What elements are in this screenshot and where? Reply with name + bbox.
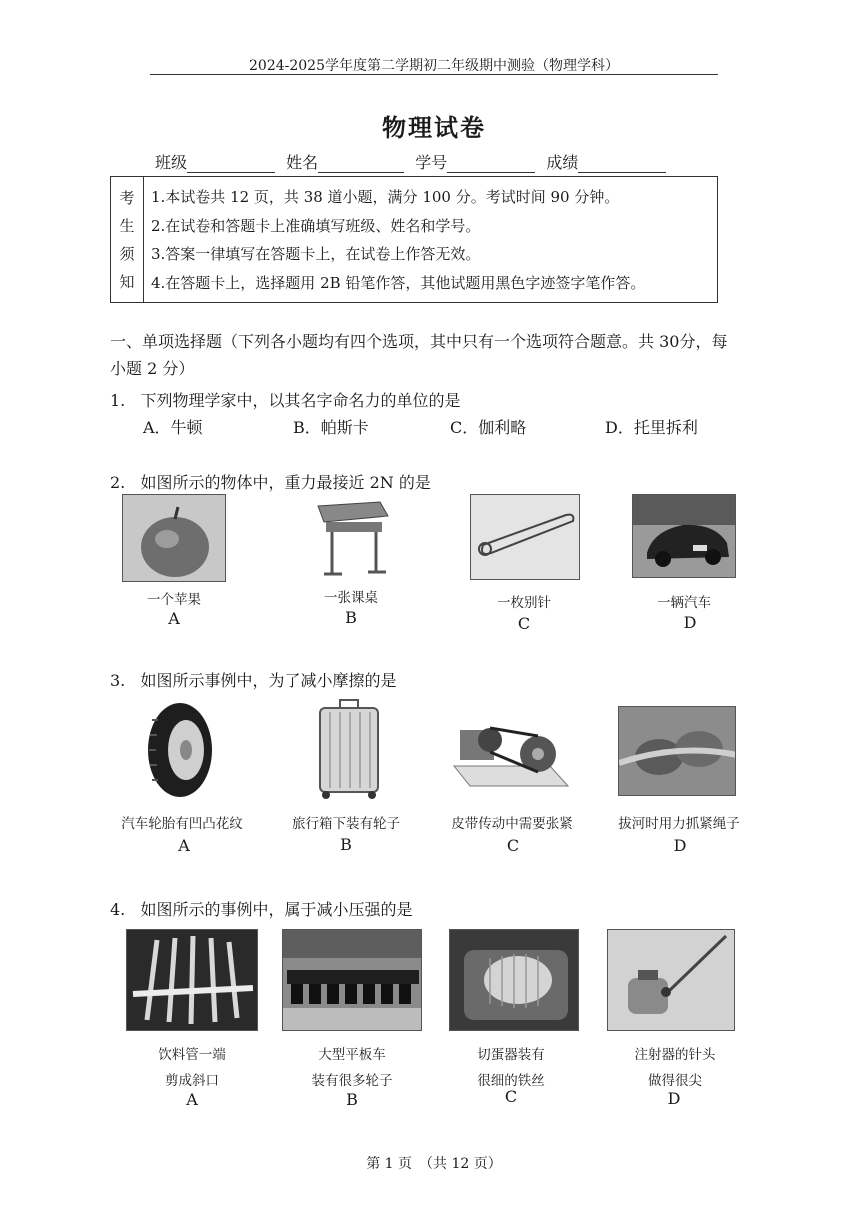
- q2-caption-b: 一张课桌: [324, 590, 378, 606]
- q2-caption-c: 一枚别针: [497, 595, 551, 611]
- desk-icon: [306, 494, 392, 582]
- q2-caption-d: 一辆汽车: [657, 595, 711, 611]
- straws-icon: [127, 930, 258, 1031]
- q2-letter-b[interactable]: B: [345, 608, 357, 627]
- belt-drive-icon: [450, 706, 570, 796]
- notice-label: 考 生 须 知: [111, 177, 144, 302]
- question-1: 1. 下列物理学家中，以其名字命名力的单位的是: [110, 391, 461, 410]
- page-footer: 第 1 页 （共 12 页）: [366, 1156, 502, 1172]
- q3-letter-c[interactable]: C: [506, 836, 520, 855]
- q3-caption-d: 拔河时用力抓紧绳子: [618, 816, 740, 832]
- q2-letter-a[interactable]: A: [168, 609, 180, 628]
- q2-image-b[interactable]: [306, 494, 392, 582]
- q4-caption-b: 大型平板车 装有很多轮子: [311, 1047, 393, 1089]
- q2-image-c[interactable]: [470, 494, 580, 580]
- q4-letter-d[interactable]: D: [667, 1089, 681, 1108]
- q4-image-b[interactable]: [282, 929, 422, 1031]
- q3-image-b[interactable]: [316, 698, 382, 800]
- notice-items: [151, 183, 713, 297]
- q2-image-a[interactable]: [122, 494, 226, 582]
- exam-notice-box: [110, 176, 718, 303]
- student-info-line: [155, 150, 672, 173]
- name-field[interactable]: 姓名: [286, 150, 404, 173]
- q3-caption-c: 皮带传动中需要张紧: [451, 816, 573, 832]
- q1-option-d[interactable]: D．托里拆利: [605, 418, 698, 437]
- notice-item: 3.答案一律填写在答题卡上，在试卷上作答无效。: [151, 245, 481, 263]
- egg-slicer-icon: [450, 930, 579, 1031]
- flatbed-truck-icon: [283, 930, 422, 1031]
- q3-caption-a: 汽车轮胎有凹凸花纹: [121, 816, 243, 832]
- q4-letter-a[interactable]: A: [186, 1090, 198, 1109]
- notice-item: 1.本试卷共 12 页，共 38 道小题，满分 100 分。考试时间 90 分钟。: [151, 188, 620, 206]
- section-title: 一、单项选择题（下列各小题均有四个选项，其中只有一个选项符合题意。共 30分，每小题 2 分）: [110, 332, 728, 378]
- q3-image-c[interactable]: [450, 706, 570, 796]
- exam-header: 2024-2025学年度第二学期初二年级期中测验（物理学科）: [249, 58, 619, 74]
- q4-image-c[interactable]: [449, 929, 579, 1031]
- notice-item: 4.在答题卡上，选择题用 2B 铅笔作答，其他试题用黑色字迹签字笔作答。: [151, 273, 646, 292]
- q3-caption-b: 旅行箱下装有轮子: [292, 816, 400, 832]
- header-rule: [150, 74, 718, 75]
- car-icon: [633, 495, 736, 578]
- notice-item: 2.在试卷和答题卡上准确填写班级、姓名和学号。: [151, 216, 481, 235]
- q2-letter-c[interactable]: C: [517, 614, 531, 633]
- q4-caption-a: 饮料管一端 剪成斜口: [158, 1047, 226, 1089]
- student-id-field[interactable]: 学号: [415, 150, 535, 173]
- q2-caption-a: 一个苹果: [147, 592, 201, 608]
- q4-caption-d: 注射器的针头 做得很尖: [634, 1047, 716, 1089]
- q4-caption-c: 切蛋器装有 很细的铁丝: [477, 1047, 545, 1089]
- q4-image-d[interactable]: [607, 929, 735, 1031]
- q1-option-b[interactable]: B．帕斯卡: [293, 418, 369, 437]
- q4-image-a[interactable]: [126, 929, 258, 1031]
- q3-letter-a[interactable]: A: [178, 836, 190, 855]
- q3-image-d[interactable]: [618, 706, 736, 796]
- rope-icon: [619, 707, 736, 796]
- q4-letter-b[interactable]: B: [346, 1090, 358, 1109]
- safety-pin-icon: [471, 495, 580, 580]
- suitcase-icon: [316, 698, 382, 800]
- score-field[interactable]: 成绩: [546, 150, 666, 173]
- apple-icon: [123, 495, 226, 582]
- q1-option-a[interactable]: A．牛顿: [143, 418, 203, 437]
- q3-letter-d[interactable]: D: [673, 836, 687, 855]
- q2-letter-d[interactable]: D: [683, 613, 697, 632]
- question-2: 2. 如图所示的物体中，重力最接近 2N 的是: [110, 473, 431, 492]
- q2-image-d[interactable]: [632, 494, 736, 578]
- page-title: 物理试卷: [382, 113, 486, 142]
- q3-letter-b[interactable]: B: [340, 835, 352, 854]
- q4-letter-c[interactable]: C: [504, 1087, 518, 1106]
- q3-image-a[interactable]: [140, 700, 214, 800]
- question-4: 4. 如图所示的事例中，属于减小压强的是: [110, 900, 413, 919]
- q1-option-c[interactable]: C．伽利略: [450, 418, 527, 437]
- syringe-icon: [608, 930, 735, 1031]
- tire-icon: [140, 700, 214, 800]
- class-field[interactable]: 班级: [155, 150, 275, 173]
- question-3: 3. 如图所示事例中，为了减小摩擦的是: [110, 671, 397, 690]
